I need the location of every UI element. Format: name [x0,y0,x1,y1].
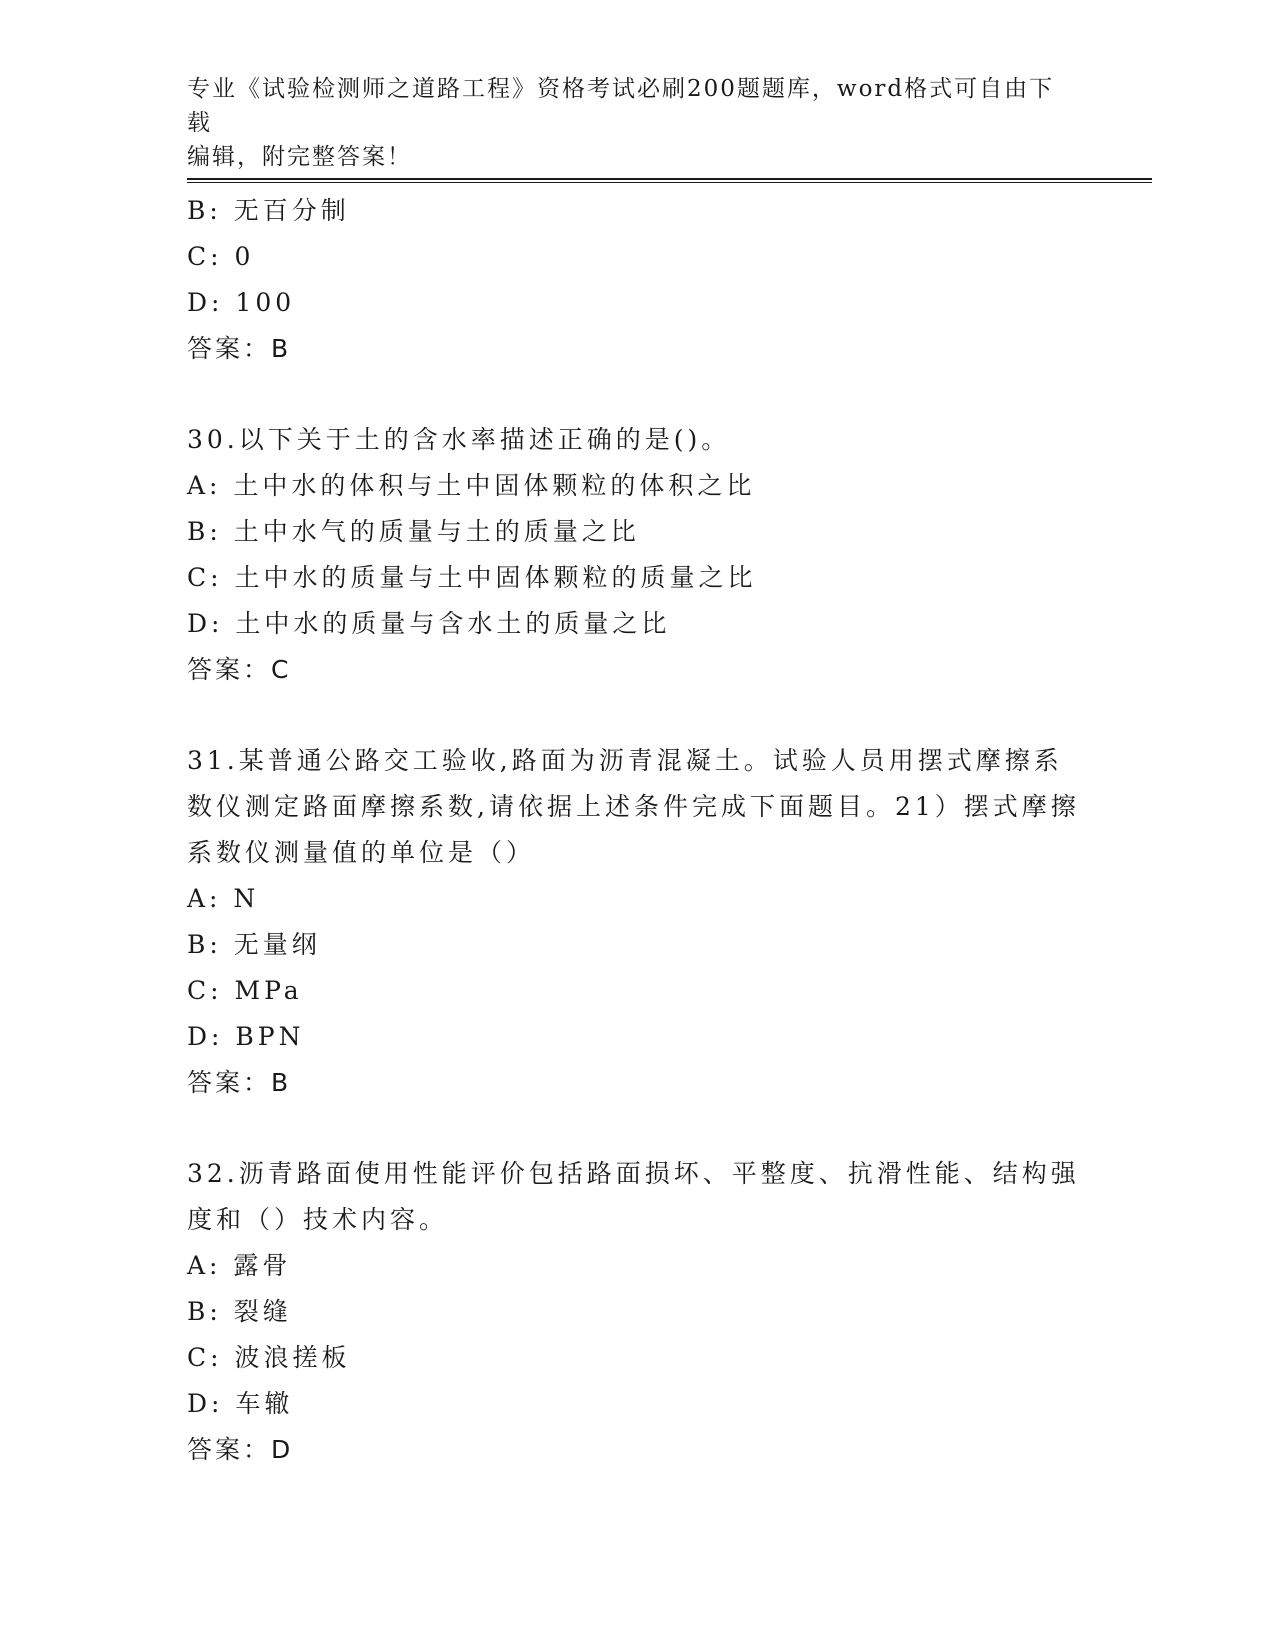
question-text-line-1: 31.某普通公路交工验收,路面为沥青混凝土。试验人员用摆式摩擦系 [187,746,1063,775]
header-title-line-1: 专业《试验检测师之道路工程》资格考试必刷200题题库，word格式可自由下载 [187,76,1055,136]
question-text-line-2: 数仪测定路面摩擦系数,请依据上述条件完成下面题目。21）摆式摩擦 [187,792,1080,821]
question-31 [187,738,1087,1106]
option-b: B: 无量纲 [187,930,321,959]
answer-label: 答案：C [187,655,292,684]
question-30 [187,417,1087,693]
document-header [187,72,1067,174]
option-b: B: 裂缝 [187,1297,292,1326]
question-29-tail [187,188,1087,372]
option-a: A: 土中水的体积与土中固体颗粒的体积之比 [187,471,756,500]
option-b: B: 土中水气的质量与土的质量之比 [187,517,640,546]
header-divider-thick [187,178,1152,180]
option-d: D: 100 [187,288,296,317]
answer-label: 答案：B [187,1068,292,1097]
option-a: A: N [187,884,260,913]
option-c: C: 土中水的质量与土中固体颗粒的质量之比 [187,563,757,592]
spacer [187,693,1087,738]
header-divider-thin [187,182,1152,183]
option-a: A: 露骨 [187,1251,292,1280]
question-32 [187,1151,1087,1473]
question-list [187,188,1087,1473]
question-text-line-3: 系数仪测量值的单位是（） [187,838,536,867]
option-d: D: BPN [187,1022,305,1051]
option-d: D: 车辙 [187,1389,294,1418]
question-text: 30.以下关于土的含水率描述正确的是()。 [187,425,731,454]
option-c: C: MPa [187,976,303,1005]
spacer [187,372,1087,417]
question-text-line-2: 度和（）技术内容。 [187,1205,449,1234]
option-c: C: 0 [187,242,255,271]
option-d: D: 土中水的质量与含水土的质量之比 [187,609,671,638]
question-text-line-1: 32.沥青路面使用性能评价包括路面损坏、平整度、抗滑性能、结构强 [187,1159,1080,1188]
spacer [187,1106,1087,1151]
answer-label: 答案：B [187,334,292,363]
option-b: B: 无百分制 [187,196,350,225]
answer-label: 答案：D [187,1435,294,1464]
option-c: C: 波浪搓板 [187,1343,351,1372]
header-title-line-2: 编辑，附完整答案！ [187,144,412,170]
